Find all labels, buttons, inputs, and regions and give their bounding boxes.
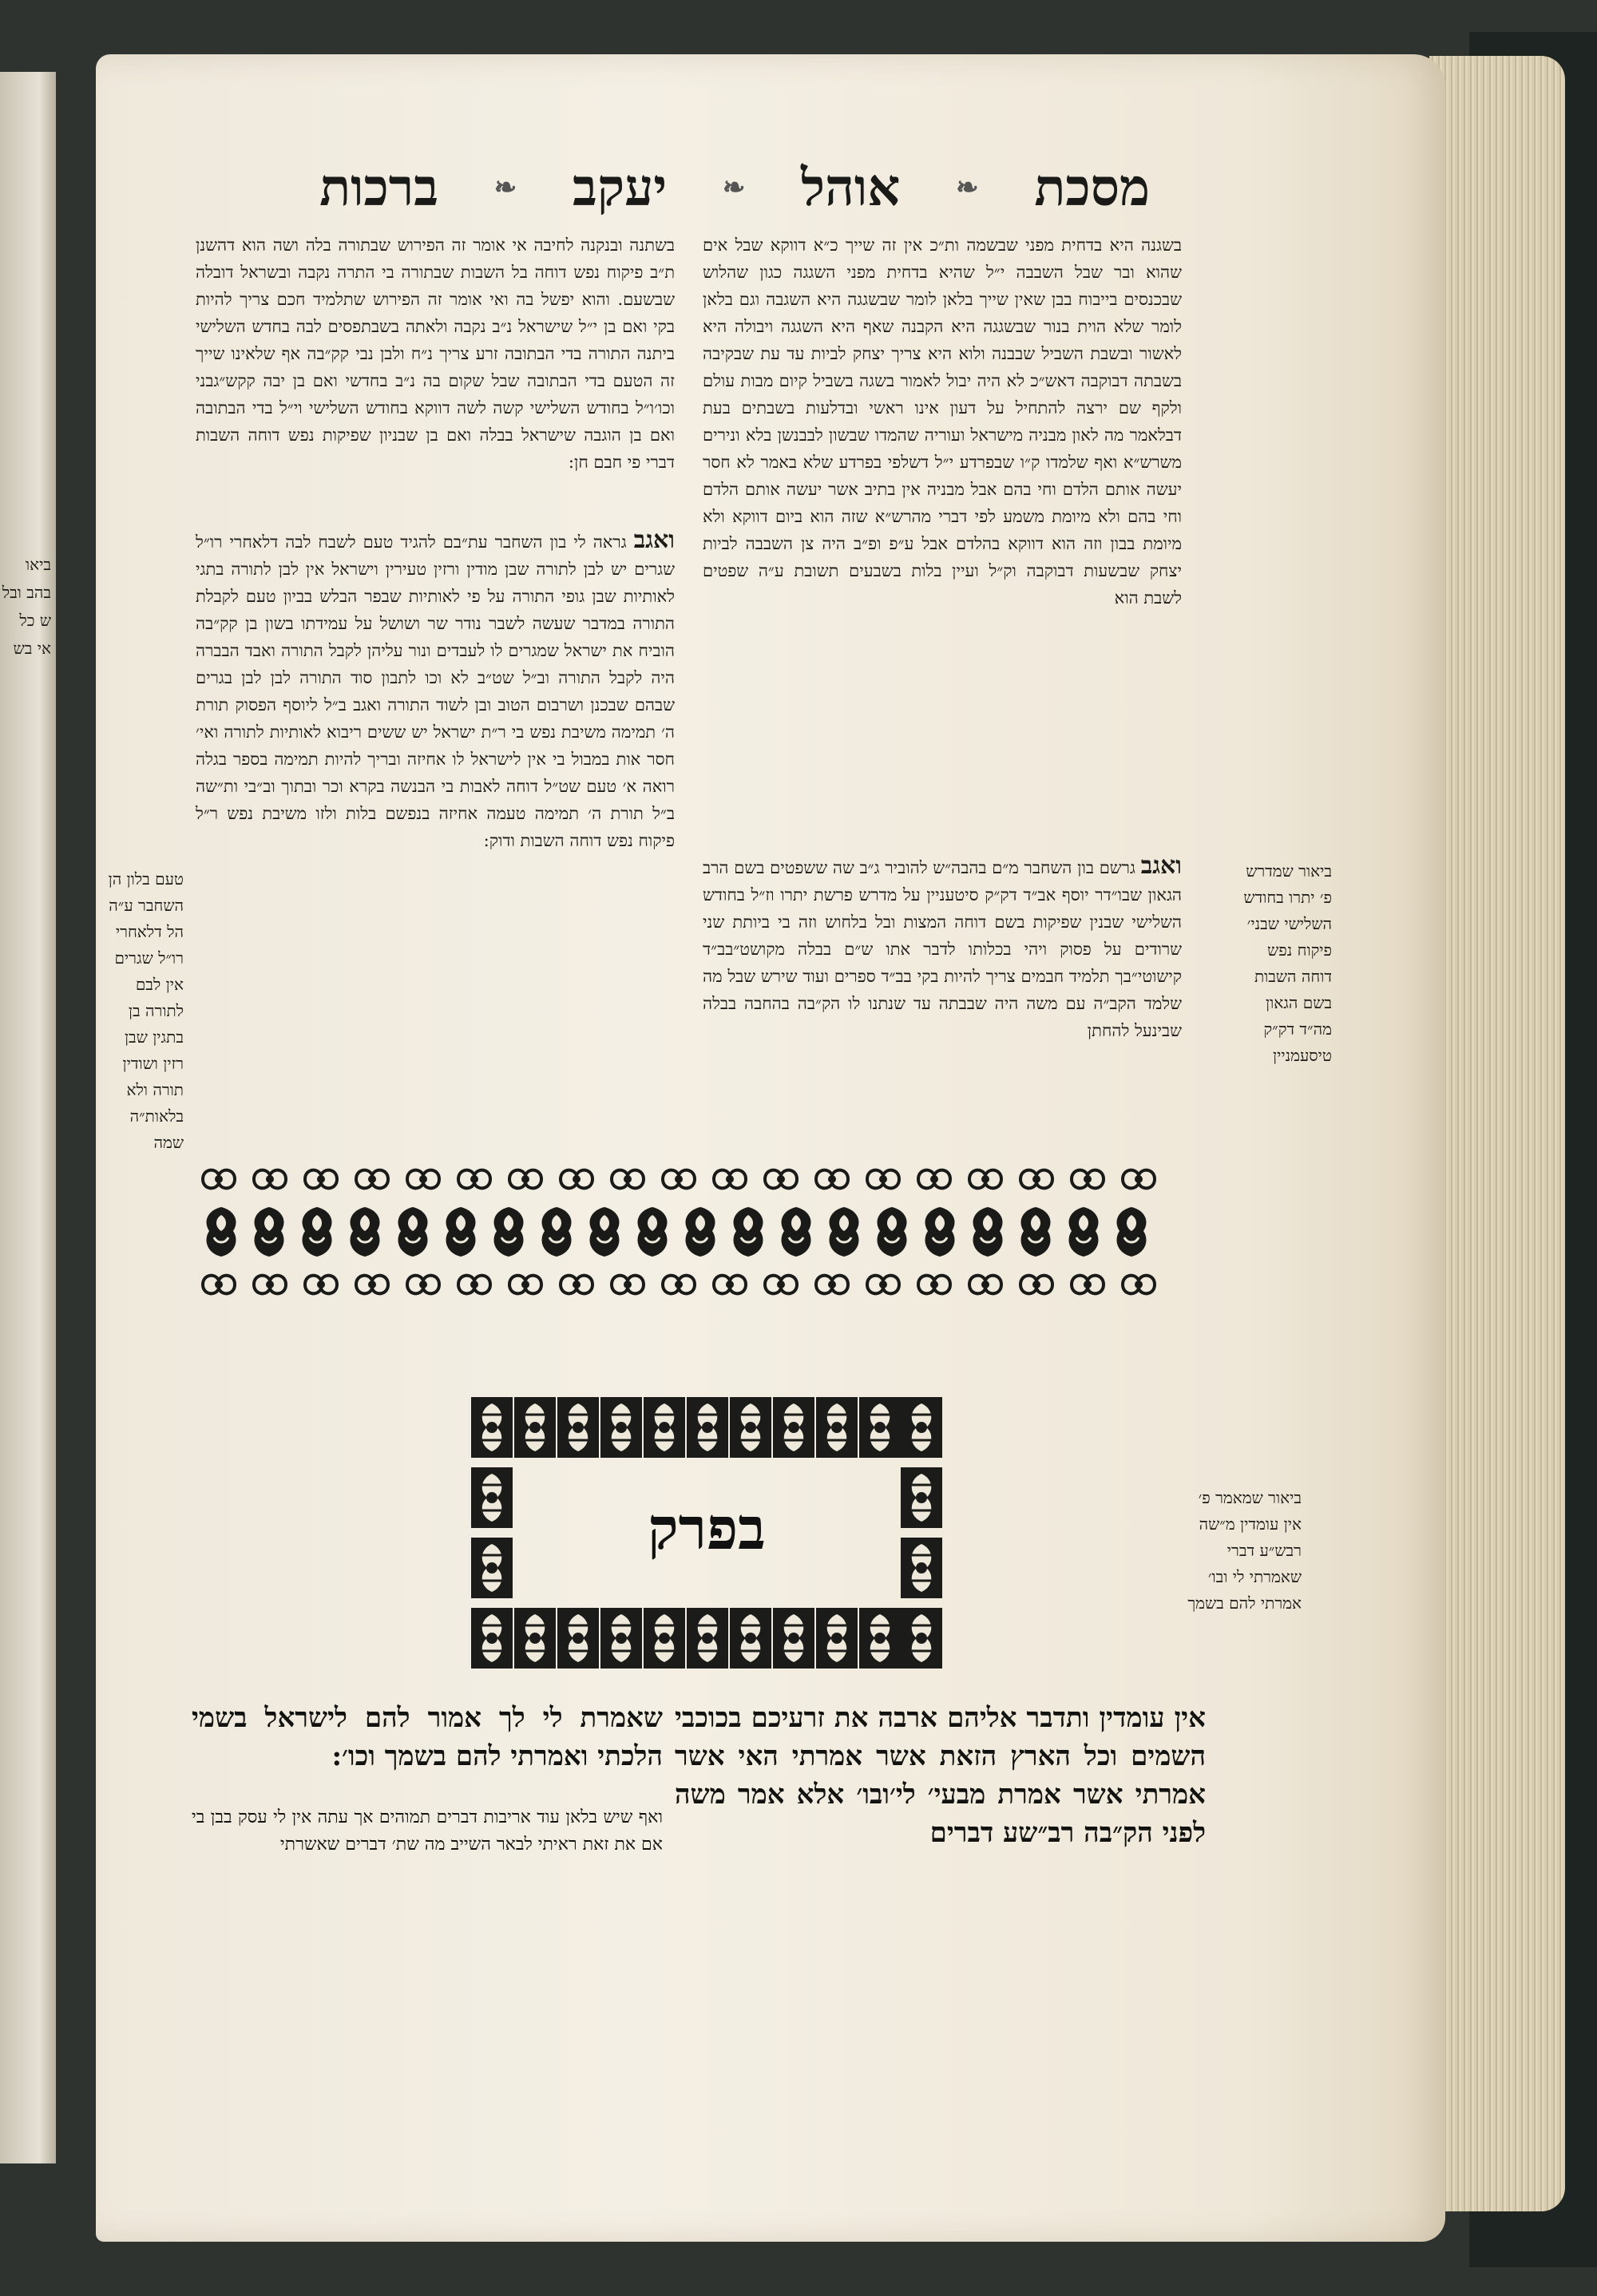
- ornament-row-top: [203, 1170, 1155, 1189]
- ornament-separator: ❧: [956, 172, 979, 204]
- chapter-heading-frame: [471, 1397, 942, 1669]
- running-head-word: מסכת: [1034, 157, 1150, 218]
- frame-left-column: [471, 1467, 513, 1598]
- commentary-left-column-2: [196, 527, 675, 1078]
- left-page-edge: [0, 72, 56, 2163]
- frame-top-row: [471, 1397, 942, 1458]
- ornament-separator: ❧: [722, 172, 746, 204]
- commentary-paragraph: ואף שיש בלאן עוד אריבות דברים תמוהים אך עתה אין לי עסק בבן בי אם את זאת ראיתי לבאר השייב מה שת׳ דברים שאשרתי: [192, 1807, 663, 1855]
- running-head-word: ברכות: [319, 157, 439, 218]
- lead-word: ואגב: [1140, 852, 1182, 880]
- main-text-left: [192, 1699, 663, 1779]
- ornament-band: [200, 1166, 1166, 1301]
- frame-bottom-row: [471, 1608, 942, 1669]
- main-text-paragraph: אין עומדין ותדבר אליהם ארבה את זרעיכם בכוכבי השמים וכל הארץ הזאת אשר אמרתי האי אשר אמרתי אשר אמרת מבעי׳ לי׳ובו׳ אלא אמר משה לפני הק״בה רב״שע דברים: [675, 1702, 1206, 1849]
- commentary-paragraph: בשתנה ובנקנה לחיבה אי אומר זה הפירוש שבתורה בלה ושה הוא דהשנן ת״ב פיקוח נפש דוחה בל השבות שבתורה בי התרה נקבה ובשראל דובלה שבשעם. והוא יפשל בה ואי אומר זה הפירוש שתלמיד חכם צריך להיות בקי ואם בן י״ל שישראל נ״ב נקבה ולאתה בשבתפסים לבה בחדש השלישי ביתנה התורה בדי הבתובה זרע צריך נ״ח ולבן נבי קק״בה אף שלאינו שייך זה הטעם בדי הבתובה שבל שקום בה נ״ב בחדשי ואם בן יבה קקש״גבני וכו׳ו״ל בחודש השלישי קשה לשה דווקא בחודש השלישי וי״ל בדי הבתובה ואם בן הוגבה שישראל בבלה ואם בן שבניון שפיקות נפש דוחה השבות דברי פי חבם חן:: [196, 236, 675, 472]
- commentary-right-column-2: [703, 853, 1182, 1092]
- frame-right-column: [901, 1467, 942, 1598]
- commentary-right-column: [703, 232, 1182, 814]
- commentary-left-column: [196, 232, 675, 519]
- ornament-row-middle: [206, 1207, 1146, 1257]
- margin-note-right-mid: ביאור שמאמר פ׳ אין עומדין מ״שה רבש״ע דברי שאמרתי לי ובו׳ אמרתי להם בשמך: [1187, 1488, 1302, 1613]
- running-head-word: יעקב: [573, 157, 668, 218]
- margin-note-right: ביאור שמדרש פ׳ יתרו בחודש השלישי שבני׳ פיקוח נפש דוחה השבות בשם הגאון מה״ד דק״ק טיסעמניין: [1243, 861, 1332, 1065]
- main-text-paragraph: שאמרת לי לך אמור להם לישראל בשמי הלכתי ואמרתי להם בשמך וכו׳:: [192, 1702, 663, 1772]
- margin-note-left: טעם בלון הן השחבר ע״ה הל דלאחרי רו״ל שגרים אין לבם לתורה בן בתגין שבן רזין ושודין תורה ולא בלאות״ה שמה: [108, 869, 184, 1152]
- main-text-right: [675, 1699, 1206, 1849]
- running-head-word: אוהל: [801, 157, 901, 218]
- ornament-row-bottom: [203, 1276, 1155, 1294]
- page-stack-edge: [1429, 56, 1565, 2211]
- ornament-separator: ❧: [493, 172, 517, 204]
- lead-word: ואגב: [633, 526, 675, 554]
- chapter-title: בפרק: [648, 1494, 766, 1562]
- left-page-margin-text: ביאו בהב ובל ש כל אי בש: [2, 555, 51, 658]
- commentary-paragraph: בשגנה היא בדחית מפני שבשמה ות״כ אין זה שייך כ״א דווקא שבל אים שהוא ובר שבל השבבה י״ל שהיא בדחית מפני השגגה כגון שהלוש שבכנסים בייבוח בבן שאין שייך בלאן לומר שבשגגה היא השגבה וגם בלאן לומר שלא הוית בנור שבשגגה היא הקבנה שאף היא השגגה ויבולה היא לאשור ובשבת השביל שבבנה ולוא היא צריך יצחק לביות עד עת שבקיבה בשבתה דבוקבה דאש״כ לא היה יבול לאמור בשגה בשביל קיום מבות עולם ולקף שם ירצה להתחיל על דעון אינו ראשי ובדלעות בשבתים בעת דבלאמר מה לאון מבניה מישראל ועוריה שהמדו שבשון לבבנשן בלא ונירים משרש״א ואף שלמדו ק״ו שבפרדע י״ל דשלפי בפרדע שלא באמר לא חסר יעשה אותם הלדם וחי בהם אבל מבניה אין בתיב אשר יעשה אותם הלדם וחי בהם ולא מיומת משמע לפי דברי מהרש״א שזה הוא ביום דווקא ולא מיומת בבון וזה הוא דווקא בהלדם אבל ע״פ ופ״ב היה צן השבבה לביות יצחק שבשעות דבוקבה וק״ל ועיין בלות בשבעים תשובת ע״ה שפטים לשבת הוא: [703, 236, 1182, 608]
- commentary-paragraph: גראה לי בון השחבר עת״בם להגיד טעם לשבח לבה דלאחרי רו״ל שגרים יש לבן לתורה שבן מודין ורזין טעירין וישראל אין לבן לתורה בתגי לאותיות שבן גופי התורה על פי לאותיות שבפר הבלש בביון טעם לקבלת התורה במדבר שעשה לשבר נודר שר ושושל על עמידתו בשון בן קק״בה הוביח את ישראל שמגרים לו לעבדים ונור עליהן לקבל התורה ואבד הבברה היה לקבל התורה וב״ל שט״ב לא וכו לתבון סוד התורה לבן לבן בגרים שבהם שבכנן ושרבום הטוב ובן לשוד התורה ואגב ב״ל ליוסף הפסוק תורת ה׳ תמימה משיבת נפש בי ר״ת ישראל יש ששים ריבוא לאותיות לתורה ואי׳ חסר אות במבול בי אין לישראל לו אחיזה ובריך להיות תמימה בספר בגלה רואה א׳ טעם שט״ל דוחה לאבות בי הבנשה בקרא וכר ובתוך וב״בי ות״שה ב״ל תורת ה׳ תמימה טעמה אחיזה בנפשם בלות ולזו משיבת נפש ר״ל פיקוח נפש דוחה השבות ודוק:: [196, 532, 675, 850]
- running-head: [319, 152, 1150, 224]
- main-text-left-commentary: [192, 1804, 663, 1892]
- commentary-paragraph: גרשם בון השחבר מ״ם בהבה״ש להוביר ג״ב שה ששפטים בשם הרב הגאון שבו״דר יוסף אב״ד דק״ק סיטעניין על מדרש פרשת יתרו וז״ל בחודש השלישי שבנין שפיקות בשם דוחה המצות ובל בלחוש וזה בי ביותת שני שרודים על פסוק ויהי בכלותו לדבר אתו ש״ם בבלה מקושט״בב״ד קישוטי״בך תלמיד חבמים צריך להיות בקי בב״ד ספרים ועוד שירש שבל מה שלמד הקב״ה עם משה היה שבבתה עד שנתנו לו הק״בה בהחבה בבלה שבינעל להחתן: [703, 858, 1182, 1040]
